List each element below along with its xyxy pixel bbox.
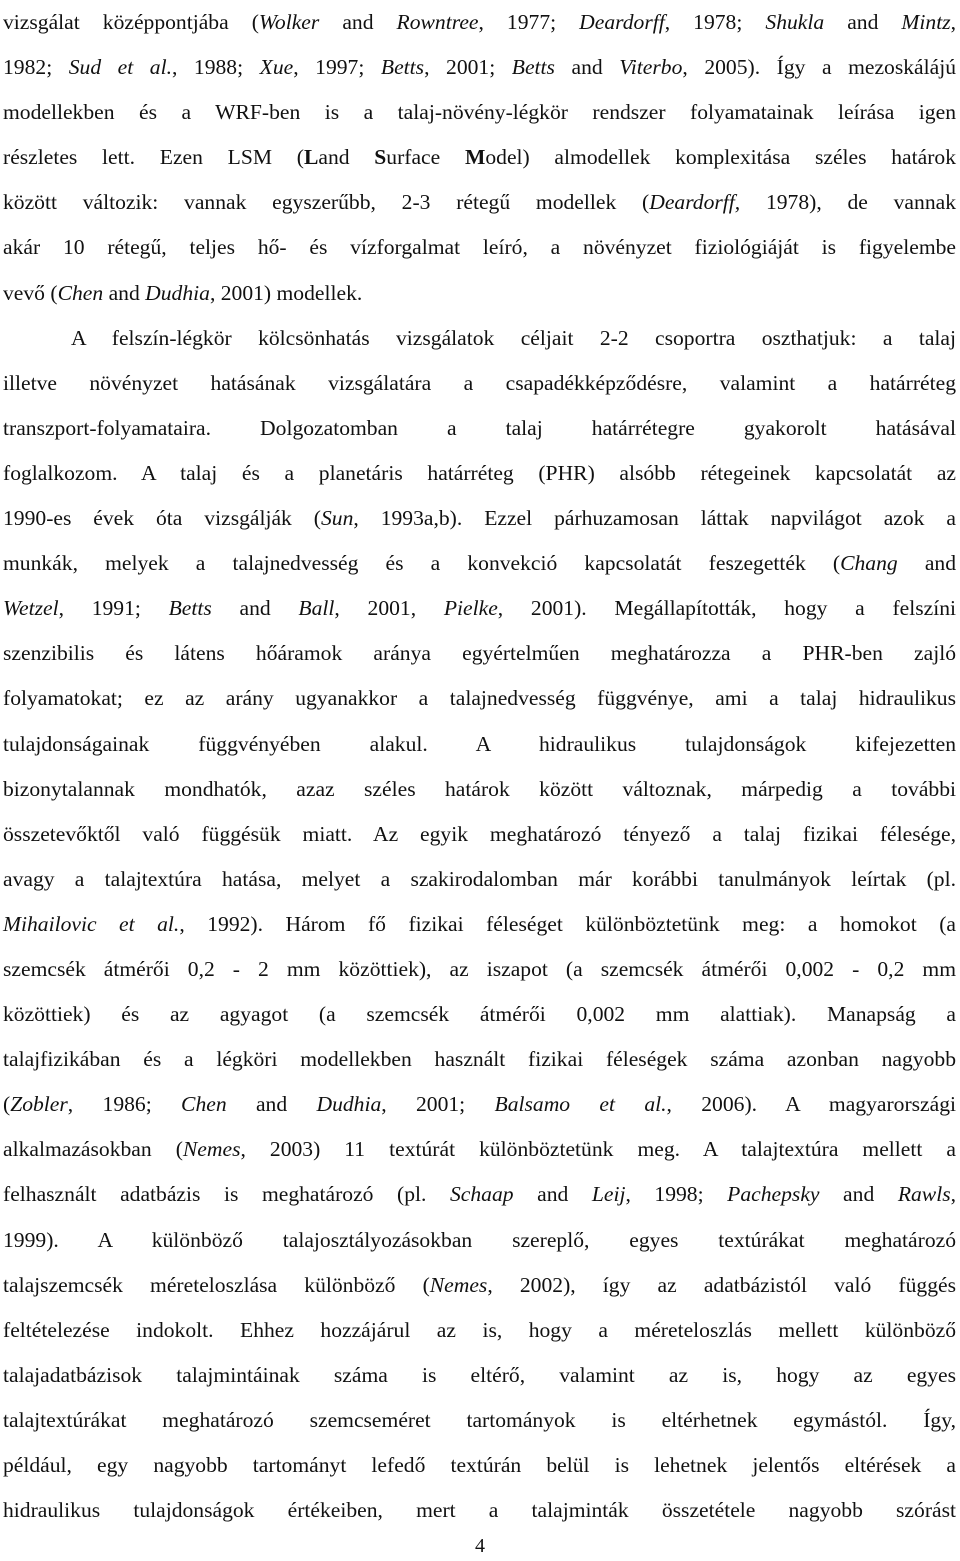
text-line: talajszemcsék méreteloszlása különböző (Nemes, 2002), így az adatbázistól való függés — [3, 1272, 956, 1297]
text-line: például, egy nagyobb tartományt lefedő textúrán belül is lehetnek jelentős eltérések a — [3, 1453, 956, 1477]
text-line: közöttiek) és az agyagot (a szemcsék átmérői 0,002 mm alattiak). Manapság a — [3, 1002, 956, 1027]
text-line: feltételezése indokolt. Ehhez hozzájárul az is, hogy a méreteloszlás mellett különböző — [3, 1317, 956, 1342]
text-line: munkák, melyek a talajnedvesség és a konvekció kapcsolatát feszegették (Chang and — [3, 551, 957, 576]
page-number: 4 — [475, 1535, 485, 1557]
text-line: vizsgálat középpontjába (Wolker and Rowntree, 1977; Deardorff, 1978; Shukla and Mintz, — [3, 10, 956, 34]
text-line: talajtextúrákat meghatározó szemcseméret tartományok is eltérhetnek egymástól. Így, — [3, 1407, 956, 1432]
text-line: talajfizikában és a légköri modellekben használt fizikai féleségek száma azonban nagyobb — [3, 1047, 956, 1072]
text-line: bizonytalannak mondhatók, azaz széles határok között változnak, márpedig a további — [3, 776, 956, 801]
text-line: szemcsék átmérői 0,2 - 2 mm közöttiek), az iszapot (a szemcsék átmérői 0,002 - 0,2 mm — [3, 956, 956, 981]
text-line: alkalmazásokban (Nemes, 2003) 11 textúrát különböztetünk meg. A talajtextúra mellett a — [3, 1137, 956, 1162]
text-line: Wetzel, 1991; Betts and Ball, 2001, Pielke, 2001). Megállapították, hogy a felszíni — [3, 596, 957, 621]
text-line: akár 10 rétegű, teljes hő- és vízforgalmat leíró, a növényzet fiziológiáját is figyelembe — [3, 235, 956, 260]
body-text — [3, 0, 956, 1533]
text-line: 1982; Sud et al., 1988; Xue, 1997; Betts, 2001; Betts and Viterbo, 2005). Így a mezoskálájú — [3, 55, 957, 80]
text-line: felhasznált adatbázis is meghatározó (pl. Schaap and Leij, 1998; Pachepsky and Rawls, — [3, 1182, 957, 1207]
text-line: 1999). A különböző talajosztályozásokban szereplő, egyes textúrákat meghatározó — [3, 1227, 956, 1252]
text-line: részletes lett. Ezen LSM (Land Surface Model) almodellek komplexitása széles határok — [3, 145, 956, 170]
text-line: tulajdonságainak függvényében alakul. A hidraulikus tulajdonságok kifejezetten — [3, 731, 956, 756]
text-line: vevő (Chen and Dudhia, 2001) modellek. — [3, 280, 363, 305]
text-line: modellekben és a WRF-ben is a talaj-növény-légkör rendszer folyamatainak leírása igen — [3, 100, 956, 125]
text-line: transzport-folyamataira. Dolgozatomban a talaj határrétegre gyakorolt hatásával — [3, 415, 956, 440]
text-line: hidraulikus tulajdonságok értékeiben, mert a talajminták összetétele nagyobb szórást — [3, 1498, 956, 1523]
text-line: között változik: vannak egyszerűbb, 2-3 rétegű modellek (Deardorff, 1978), de vannak — [3, 190, 956, 215]
text-line: Mihailovic et al., 1992). Három fő fizikai féleséget különböztetünk meg: a homokot (a — [3, 911, 956, 936]
text-line: folyamatokat; ez az arány ugyanakkor a talajnedvesség függvénye, ami a talaj hidraulikus — [3, 686, 956, 711]
text-line: szenzibilis és látens hőáramok aránya egyértelműen meghatározza a PHR-ben zajló — [3, 641, 956, 666]
text-line: illetve növényzet hatásának vizsgálatára a csapadékképződésre, valamint a határréteg — [3, 370, 956, 395]
text-line: összetevőktől való függésük miatt. Az egyik meghatározó tényező a talaj fizikai félesége, — [3, 821, 956, 846]
text-line: (Zobler, 1986; Chen and Dudhia, 2001; Balsamo et al., 2006). A magyarországi — [3, 1092, 957, 1117]
text-line: 1990-es évek óta vizsgálják (Sun, 1993a,b). Ezzel párhuzamosan láttak napvilágot azok a — [3, 506, 956, 531]
text-line: avagy a talajtextúra hatása, melyet a szakirodalomban már korábbi tanulmányok leírtak (pl. — [3, 866, 956, 891]
text-line: foglalkozom. A talaj és a planetáris határréteg (PHR) alsóbb rétegeinek kapcsolatát az — [3, 460, 956, 485]
text-line: A felszín-légkör kölcsönhatás vizsgálatok céljait 2-2 csoportra oszthatjuk: a talaj — [71, 325, 956, 350]
text-line: talajadatbázisok talajmintáinak száma is eltérő, valamint az is, hogy az egyes — [3, 1362, 956, 1387]
